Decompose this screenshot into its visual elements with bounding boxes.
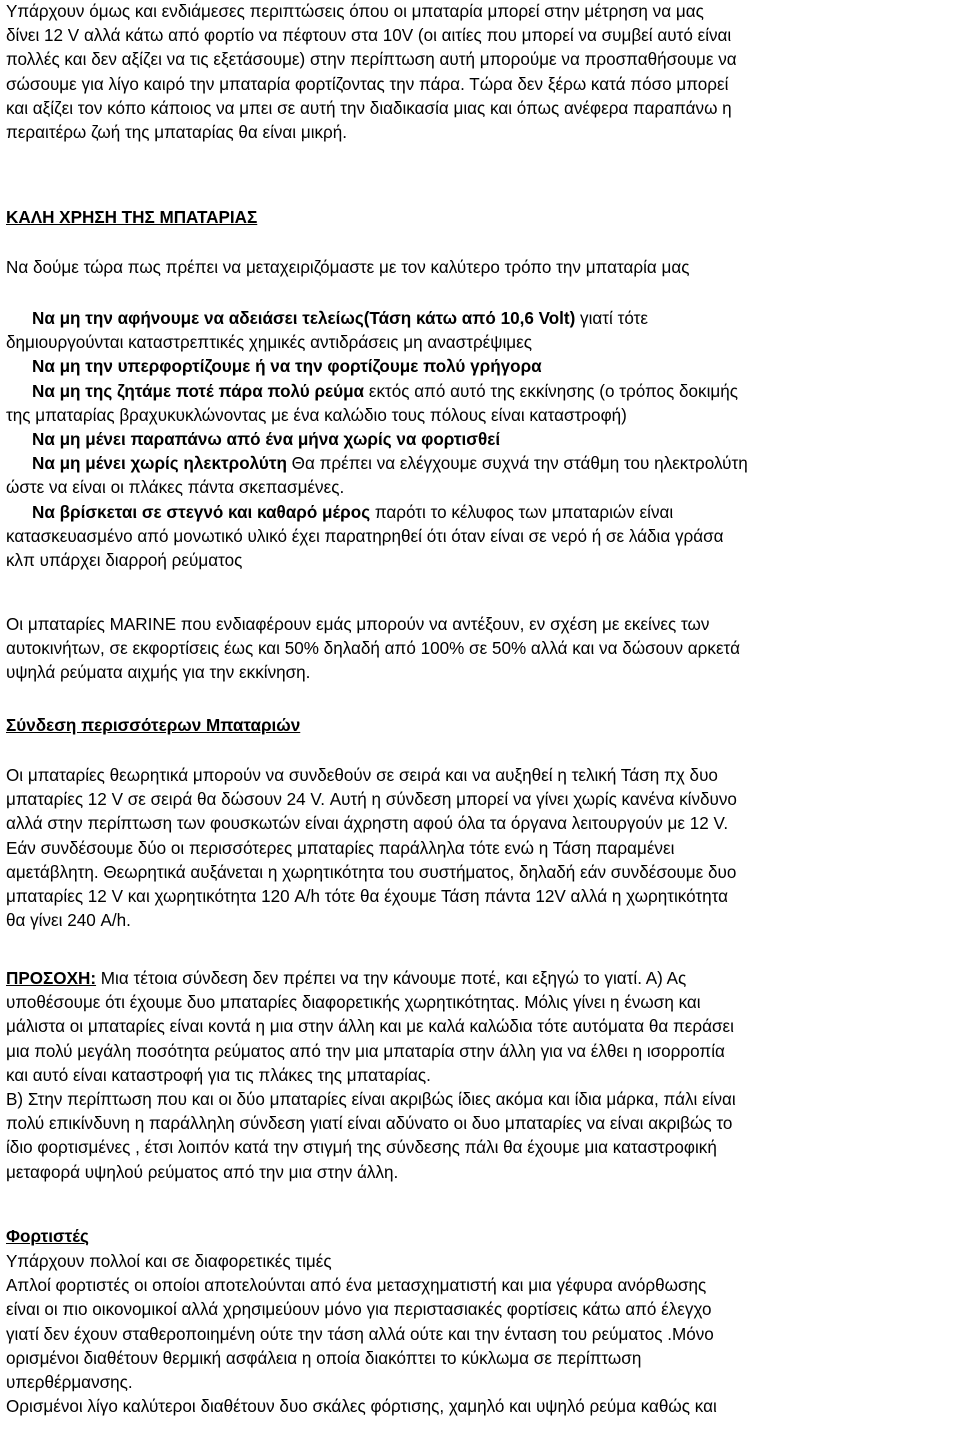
text-line: δίνει 12 V αλλά κάτω από φορτίο να πέφτουν στα 10V (οι αιτίες που μπορεί να συμβεί αυτό είναι	[6, 26, 732, 46]
text-line: Β) Στην περίπτωση που και οι δύο μπαταρίες είναι ακριβώς ίδιες ακόμα και ίδια μάρκα, πάλι είναι	[6, 1089, 736, 1109]
rule-continuation: ώστε να είναι οι πλάκες πάντα σκεπασμένες.	[6, 478, 345, 498]
text-line: αμετάβλητη. Θεωρητικά αυξάνεται η χωρητικότητα του συστήματος, δηλαδή εάν συνδέσουμε δυο	[6, 862, 737, 882]
text-line: μεταφορά υψηλού ρεύματος από την μια στην άλλη.	[6, 1162, 399, 1182]
rule-bold: Να μη μένει χωρίς ηλεκτρολύτη	[32, 454, 287, 474]
rule-item	[6, 355, 748, 379]
good-use-rules	[6, 307, 748, 573]
good-use-lead: Να δούμε τώρα πως πρέπει να μεταχειριζόμαστε με τον καλύτερο τρόπο την μπαταρία μας	[6, 258, 690, 277]
text-line: Υπάρχουν πολλοί και σε διαφορετικές τιμές	[6, 1252, 332, 1271]
text-line: γιατί δεν έχουν σταθεροποιημένη ούτε την τάση αλλά ούτε και την ένταση του ρεύματος .Μόνο	[6, 1324, 714, 1344]
text-line	[6, 967, 736, 991]
text-line: ίδιο φορτισμένες , έτσι λοιπόν κατά την στιγμή της σύνδεσης πάλι θα έχουμε μια καταστροφική	[6, 1138, 717, 1158]
rule-bold: Να μη την υπερφορτίζουμε ή να την φορτίζουμε πολύ γρήγορα	[32, 357, 542, 377]
text-line: μάλιστα οι μπαταρίες είναι κοντά η μια στην άλλη και με καλά καλώδια τότε αυτόματα θα περάσει	[6, 1017, 734, 1037]
section-heading-good-use: ΚΑΛΗ ΧΡΗΣΗ ΤΗΣ ΜΠΑΤΑΡΙΑΣ	[6, 208, 258, 227]
text-line: Οι μπαταρίες MARINE που ενδιαφέρουν εμάς μπορούν να αντέξουν, εν σχέση με εκείνες των	[6, 615, 710, 634]
rule-continuation: δημιουργούνται καταστρεπτικές χημικές αντιδράσεις μη αναστρέψιμες	[6, 333, 532, 353]
rule-continuation: της μπαταρίας βραχυκυκλώνοντας με ένα καλώδιο τους πόλους είναι καταστροφή)	[6, 405, 627, 425]
text-line: πολύ επικίνδυνη η παράλληλη σύνδεση γιατί είναι αδύνατο οι δυο μπαταρίες να είναι ακριβώς το	[6, 1114, 733, 1134]
rule-item	[6, 380, 748, 404]
rule-bold: Να βρίσκεται σε στεγνό και καθαρό μέρος	[32, 502, 371, 522]
text-line: μια πολύ μεγάλη ποσότητα ρεύματος από την μια μπαταρία στην άλλη για να έλθει η ισορροπία	[6, 1041, 725, 1061]
rule-item	[6, 428, 748, 452]
text-line: περαιτέρω ζωή της μπαταρίας θα είναι μικρή.	[6, 122, 348, 142]
rule-continuation: κατασκευασμένο από μονωτικό υλικό έχει παρατηρηθεί ότι όταν είναι σε νερό ή σε λάδια γράσα	[6, 526, 724, 546]
section-heading-connection: Σύνδεση περισσότερων Μπαταριών	[6, 716, 301, 735]
section-heading-chargers: Φορτιστές	[6, 1227, 89, 1246]
rule-bold: Να μη της ζητάμε ποτέ πάρα πολύ ρεύμα	[32, 381, 365, 401]
text-line: υπερθέρμανσης.	[6, 1372, 133, 1392]
text-line: ορισμένοι διαθέτουν θερμική ασφάλεια η οποία διακόπτει το κύκλωμα σε περίπτωση	[6, 1348, 642, 1368]
rule-text: γιατί τότε	[575, 309, 648, 328]
rule-bold: Να μη την αφήνουμε να αδειάσει τελείως(Τάση κάτω από 10,6 Volt)	[32, 309, 576, 328]
rule-text: Θα πρέπει να ελέγχουμε συχνά την στάθμη του ηλεκτρολύτη	[286, 454, 748, 474]
rule-bold: Να μη μένει παραπάνω από ένα μήνα χωρίς να φορτισθεί	[32, 429, 501, 449]
text-line: Εάν συνδέσουμε δύο οι περισσότερες μπαταρίες παράλληλα τότε ενώ η Τάση παραμένει	[6, 838, 675, 858]
text-line: αυτοκινήτων, σε εκφορτίσεις έως και 50% δηλαδή από 100% σε 50% αλλά και να δώσουν αρκετά	[6, 639, 740, 659]
connection-paragraph	[6, 764, 737, 933]
good-use-section	[6, 206, 257, 230]
text-line: υποθέσουμε ότι έχουμε δυο μπαταρίες διαφορετικής χωρητικότητας. Μόλις γίνει η ένωση και	[6, 993, 701, 1013]
text-line: και αυτό είναι καταστροφή για τις πλάκες της μπαταρίας.	[6, 1065, 431, 1085]
text-line: μπαταρίες 12 V και χωρητικότητα 120 A/h τότε θα έχουμε Τάση πάντα 12V αλλά η χωρητικότητα	[6, 886, 729, 906]
rule-item	[6, 501, 748, 525]
text-line: και αξίζει τον κόπο κάποιος να μπει σε αυτή την διαδικασία μιας και όπως ανέφερα παραπάνω η	[6, 98, 732, 118]
marine-paragraph	[6, 613, 740, 686]
text-line: Απλοί φορτιστές οι οποίοι αποτελούνται από ένα μετασχηματιστή και μια γέφυρα ανόρθωσης	[6, 1276, 707, 1296]
text-line: Υπάρχουν όμως και ενδιάμεσες περιπτώσεις όπου οι μπαταρία μπορεί στην μέτρηση να μας	[6, 2, 704, 21]
text-line: είναι οι πιο οικονομικοί αλλά χρησιμεύουν μόνο για περιστασιακές φορτίσεις κάτω από έλεγχο	[6, 1300, 712, 1320]
rule-text: εκτός από αυτό της εκκίνησης (ο τρόπος δοκιμής	[364, 381, 738, 401]
rule-continuation: κλπ υπάρχει διαρροή ρεύματος	[6, 550, 243, 570]
text-line: αλλά στην περίπτωση των φουσκωτών είναι άχρηστη αφού όλα τα όργανα λειτουργούν με 12 V.	[6, 814, 729, 834]
text-line: Οι μπαταρίες θεωρητικά μπορούν να συνδεθούν σε σειρά και να αυξηθεί η τελική Τάση πχ δυο	[6, 766, 718, 785]
text-line: μπαταρίες 12 V σε σειρά θα δώσουν 24 V. Αυτή η σύνδεση μπορεί να γίνει χωρίς κανένα κίνδυνο	[6, 790, 737, 810]
warning-text: Μια τέτοια σύνδεση δεν πρέπει να την κάνουμε ποτέ, και εξηγώ το γιατί. Α) Ας	[96, 969, 687, 988]
rule-text: παρότι το κέλυφος των μπαταριών είναι	[370, 502, 674, 522]
text-line: θα γίνει 240 A/h.	[6, 911, 131, 931]
rule-item	[6, 307, 748, 331]
text-line: υψηλά ρεύματα αιχμής για την εκκίνηση.	[6, 663, 311, 683]
chargers-paragraph	[6, 1250, 717, 1419]
intro-paragraph	[6, 0, 737, 145]
rule-item	[6, 452, 748, 476]
warning-label: ΠΡΟΣΟΧΗ:	[6, 969, 97, 988]
text-line: Ορισμένοι λίγο καλύτεροι διαθέτουν δυο σκάλες φόρτισης, χαμηλό και υψηλό ρεύμα καθώς και	[6, 1397, 717, 1417]
warning-paragraph	[6, 967, 736, 1185]
text-line: σώσουμε για λίγο καιρό την μπαταρία φορτίζοντας την πάρα. Τώρα δεν ξέρω κατά πόσο μπορεί	[6, 74, 729, 94]
text-line: πολλές και δεν αξίζει να τις εξετάσουμε) στην περίπτωση αυτή μπορούμε να προσπαθήσουμε να	[6, 50, 737, 70]
